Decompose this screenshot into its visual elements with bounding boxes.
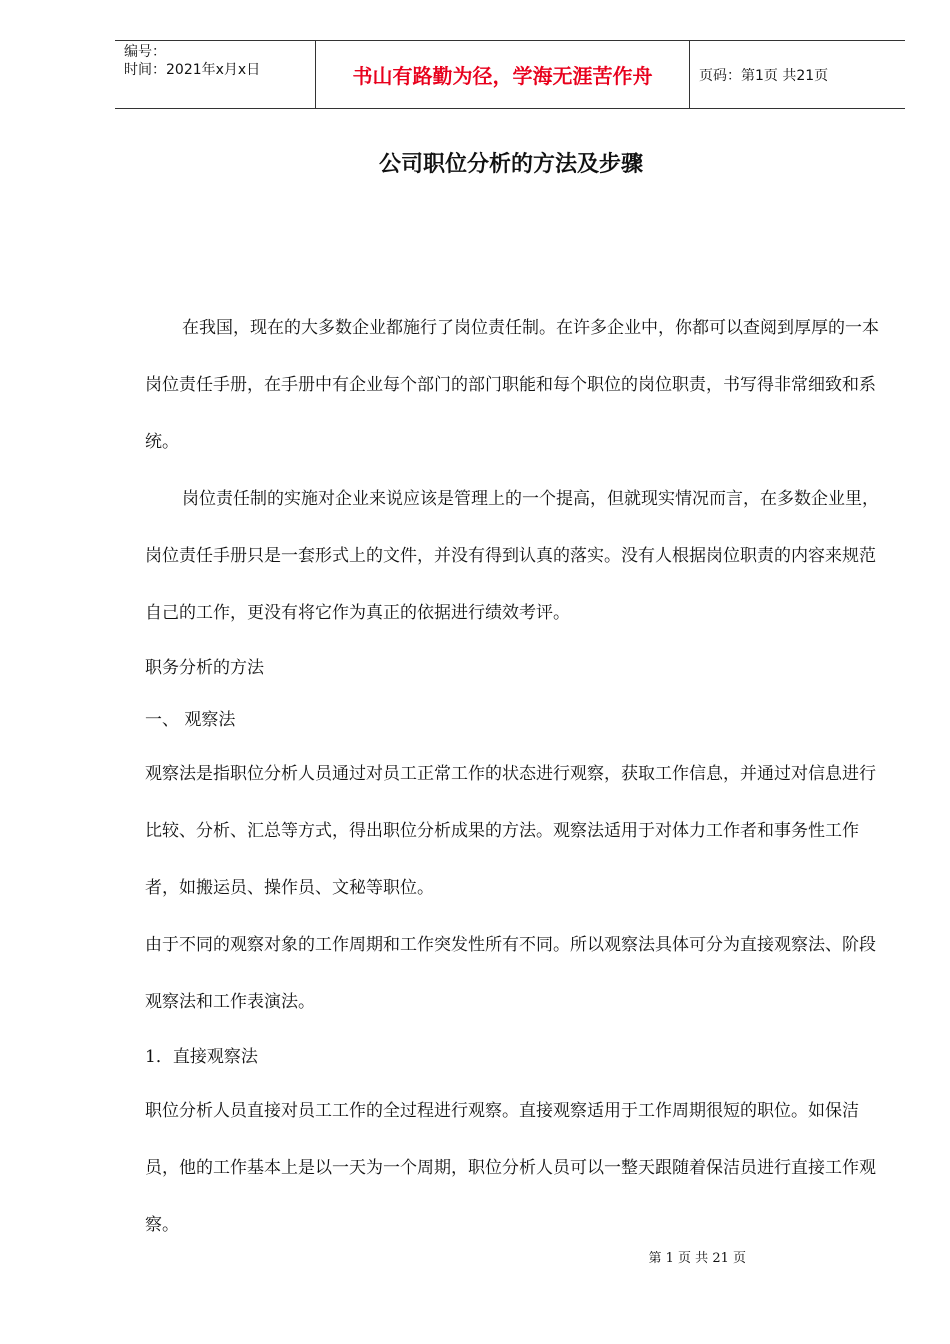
subsection-heading: 一、 观察法 xyxy=(145,710,236,730)
paragraph: 由于不同的观察对象的工作周期和工作突发性所有不同。所以观察法具体可分为直接观察法、阶段观察法和工作表演法。 xyxy=(145,935,876,1012)
paragraph: 在我国，现在的大多数企业都施行了岗位责任制。在许多企业中，你都可以查阅到厚厚的一本岗位责任手册，在手册中有企业每个部门的部门职能和每个职位的岗位职责，书写得非常细致和系统。 xyxy=(145,318,879,452)
paragraph: 观察法是指职位分析人员通过对员工正常工作的状态进行观察，获取工作信息，并通过对信息进行比较、分析、汇总等方式，得出职位分析成果的方法。观察法适用于对体力工作者和事务性工作者，如搬运员、操作员、文秘等职位。 xyxy=(145,764,876,898)
time-label: 时间：2021年x月x日 xyxy=(124,62,261,78)
paragraph: 岗位责任制的实施对企业来说应该是管理上的一个提高，但就现实情况而言，在多数企业里，岗位责任手册只是一套形式上的文件，并没有得到认真的落实。没有人根据岗位职责的内容来规范自己的工作，更没有将它作为真正的依据进行绩效考评。 xyxy=(145,489,879,623)
document-title: 公司职位分析的方法及步骤 xyxy=(378,151,643,177)
header-meta-cell xyxy=(115,41,316,108)
section-heading: 职务分析的方法 xyxy=(145,658,264,678)
paragraph: 职位分析人员直接对员工工作的全过程进行观察。直接观察适用于工作周期很短的职位。如保洁员，他的工作基本上是以一天为一个周期，职位分析人员可以一整天跟随着保洁员进行直接工作观察。 xyxy=(145,1101,876,1235)
page-footer: 第 1 页 共 21 页 xyxy=(648,1251,746,1266)
subsection-heading: 1．直接观察法 xyxy=(145,1047,258,1067)
serial-number-label: 编号： xyxy=(124,44,166,60)
document-body xyxy=(145,300,883,1254)
header-page-info: 页码：第1页 共21页 xyxy=(699,67,829,84)
header-motto: 书山有路勤为径，学海无涯苦作舟 xyxy=(316,41,690,108)
page-header xyxy=(115,40,905,109)
